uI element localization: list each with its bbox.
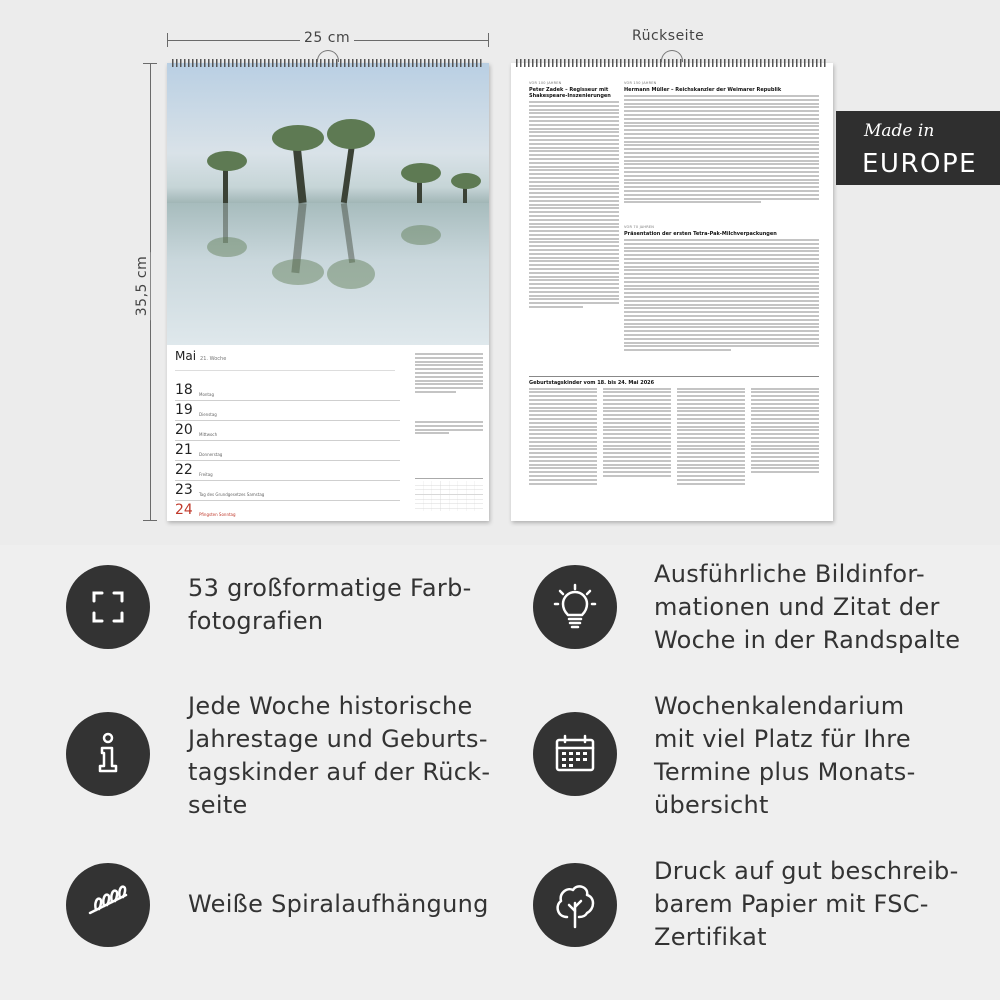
day-row [175,421,400,441]
height-dimension-tick-bottom [143,520,157,521]
width-dimension-tick-right [488,33,489,47]
tree-canopy [207,151,247,171]
article-category: VOR 70 JAHREN [624,225,655,229]
birthdays-columns [529,388,819,487]
calendar-icon [533,712,617,796]
weekday-name: Mittwoch [199,432,218,437]
calendar-month [175,349,226,363]
weekday-name: Pfingsten Sonntag [199,512,236,517]
day-number: 21 [175,442,193,458]
canopy-reflection [207,237,247,257]
region-label: EUROPE [862,149,978,179]
right-article [624,81,819,205]
day-row [175,441,400,461]
day-number: 18 [175,382,193,398]
month-overview [415,478,483,511]
zodiac-line [175,368,395,371]
weekday-name: Tag des Grundgesetzes Samstag [199,492,265,497]
feature-text [654,690,916,822]
feature-text [188,572,472,638]
feature-line: mationen und Zitat der [654,593,940,621]
day-number: 23 [175,482,193,498]
hanger-hook-back [661,50,683,62]
width-dimension-tick-left [167,33,168,47]
made-in-label: Made in [864,121,935,141]
back-side-label: Rückseite [632,28,705,44]
article-heading: Präsentation der ersten Tetra-Pak-Milchverpackungen [624,231,777,237]
info-icon [66,712,150,796]
feature-line: Jahrestage und Geburts- [188,725,488,753]
back-calendar-page [511,63,833,521]
day-row [175,401,400,421]
feature-line: Woche in der Randspalte [654,626,961,654]
canopy-reflection [327,259,375,289]
height-dimension-tick-top [143,63,157,64]
day-row [175,461,400,481]
month-name: Mai [175,349,197,363]
feature-line: barem Papier mit FSC- [654,890,929,918]
tree-canopy [327,119,375,149]
day-row [175,501,400,521]
weekday-name: Freitag [199,472,213,477]
day-row [175,481,400,501]
week-number: 21. Woche [200,356,227,362]
day-row [175,381,400,401]
weekly-quote-block [415,421,483,436]
weekday-name: Donnerstag [199,452,223,457]
feature-text [654,855,959,954]
tree-icon [533,863,617,947]
tree-trunk [341,143,355,203]
expand-frame-icon [66,565,150,649]
left-article [529,81,619,310]
article-heading: Peter Zadek – Regisseur mit Shakespeare-Inszenierungen [529,87,611,99]
feature-line: fotografien [188,607,324,635]
front-calendar-page [167,63,489,521]
birthdays-heading: Geburtstagskinder vom 18. bis 24. Mai 2026 [529,379,655,386]
mini-cal-grid [415,481,483,511]
feature-line: seite [188,791,248,819]
spiral-binding-icon [66,863,150,947]
day-number: 24 [175,502,193,518]
feature-line: Jede Woche historische [188,692,473,720]
canopy-reflection [401,225,441,245]
weekday-name: Montag [199,392,214,397]
feature-line: übersicht [654,791,769,819]
feature-text [188,888,489,921]
light-bulb-icon [533,565,617,649]
feature-line: mit viel Platz für Ihre [654,725,911,753]
hanger-hook-front [317,50,339,62]
feature-text [188,690,490,822]
feature-line: tagskinder auf der Rück- [188,758,491,786]
day-number: 20 [175,422,193,438]
day-number: 22 [175,462,193,478]
article-category: VOR 150 JAHREN [624,81,657,85]
feature-line: Druck auf gut beschreib- [654,857,959,885]
height-dimension-label: 35,5 cm [134,252,150,320]
feature-text [654,558,960,657]
photo-description-block [415,353,483,395]
feature-line: Wochenkalendarium [654,692,905,720]
canopy-reflection [272,259,324,285]
article-category: VOR 100 JAHREN [529,81,562,85]
weekday-name: Dienstag [199,412,217,417]
feature-list [0,545,1000,1000]
feature-line: Zertifikat [654,923,767,951]
feature-line: Termine plus Monats- [654,758,916,786]
tree-canopy [272,125,324,151]
feature-line: 53 großformatige Farb- [188,574,472,602]
birthdays-section [529,376,819,486]
width-dimension-label: 25 cm [300,30,354,46]
article-heading: Hermann Müller – Reichskanzler der Weimarer Republik [624,87,782,93]
middle-article [624,225,819,353]
tree-canopy [401,163,441,183]
feature-line: Weiße Spiralaufhängung [188,890,489,918]
tree-canopy [451,173,481,189]
feature-line: Ausführliche Bildinfor- [654,560,925,588]
day-number: 19 [175,402,193,418]
calendar-photo [167,63,489,345]
